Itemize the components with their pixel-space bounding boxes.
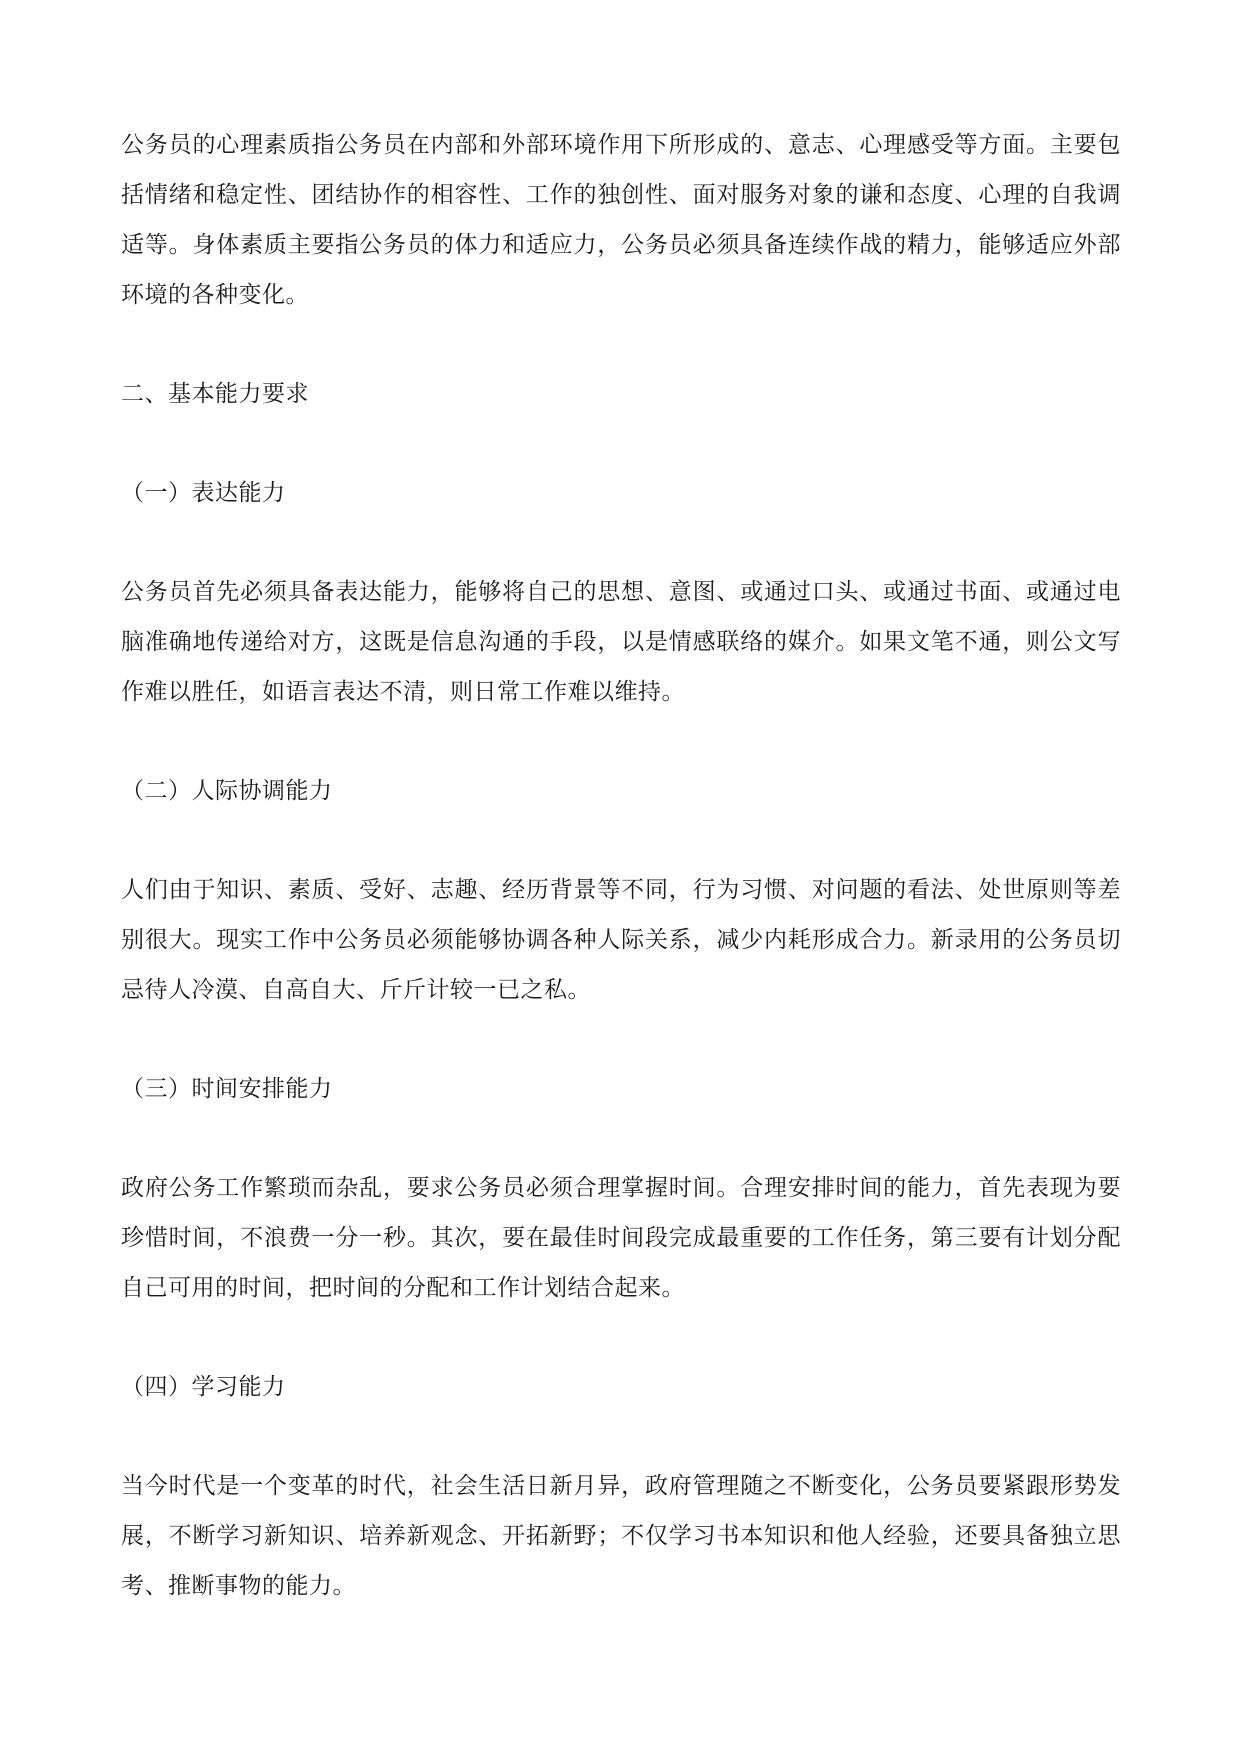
subsection-heading-time: （三）时间安排能力	[121, 1076, 333, 1102]
spacer	[121, 1412, 1121, 1461]
subsection-body-coordination: 人们由于知识、素质、受好、志趣、经历背景等不同，行为习惯、对问题的看法、处世原则等差别很大。现实工作中公务员必须能够协调各种人际关系，减少内耗形成合力。新录用的公务员切忌待人冷漠、自高自大、斤斤计较一已之私。	[121, 877, 1121, 1003]
spacer	[121, 1015, 1121, 1064]
spacer	[121, 518, 1121, 567]
subsection-heading-expression: （一）表达能力	[121, 480, 286, 506]
subsection-body-learning: 当今时代是一个变革的时代，社会生活日新月异，政府管理随之不断变化，公务员要紧跟形势发展，不断学习新知识、培养新观念、开拓新野；不仅学习书本知识和他人经验，还要具备独立思考、推断事物的能力。	[121, 1473, 1121, 1599]
subsection-heading-coordination: （二）人际协调能力	[121, 778, 333, 804]
section-title: 二、基本能力要求	[121, 381, 309, 407]
intro-paragraph: 公务员的心理素质指公务员在内部和外部环境作用下所形成的、意志、心理感受等方面。主要包括情绪和稳定性、团结协作的相容性、工作的独创性、面对服务对象的谦和态度、心理的自我调适等。身体素质主要指公务员的体力和适应力，公务员必须具备连续作战的精力，能够适应外部环境的各种变化。	[121, 132, 1121, 308]
spacer	[121, 717, 1121, 766]
spacer	[121, 419, 1121, 468]
spacer	[121, 320, 1121, 369]
document-body	[121, 120, 1121, 1611]
spacer	[121, 1114, 1121, 1163]
spacer	[121, 816, 1121, 865]
subsection-heading-learning: （四）学习能力	[121, 1374, 286, 1400]
subsection-body-time: 政府公务工作繁琐而杂乱，要求公务员必须合理掌握时间。合理安排时间的能力，首先表现为要珍惜时间，不浪费一分一秒。其次，要在最佳时间段完成最重要的工作任务，第三要有计划分配自己可用的时间，把时间的分配和工作计划结合起来。	[121, 1175, 1121, 1301]
spacer	[121, 1313, 1121, 1362]
subsection-body-expression: 公务员首先必须具备表达能力，能够将自己的思想、意图、或通过口头、或通过书面、或通过电脑准确地传递给对方，这既是信息沟通的手段，以是情感联络的媒介。如果文笔不通，则公文写作难以胜任，如语言表达不清，则日常工作难以维持。	[121, 579, 1121, 705]
